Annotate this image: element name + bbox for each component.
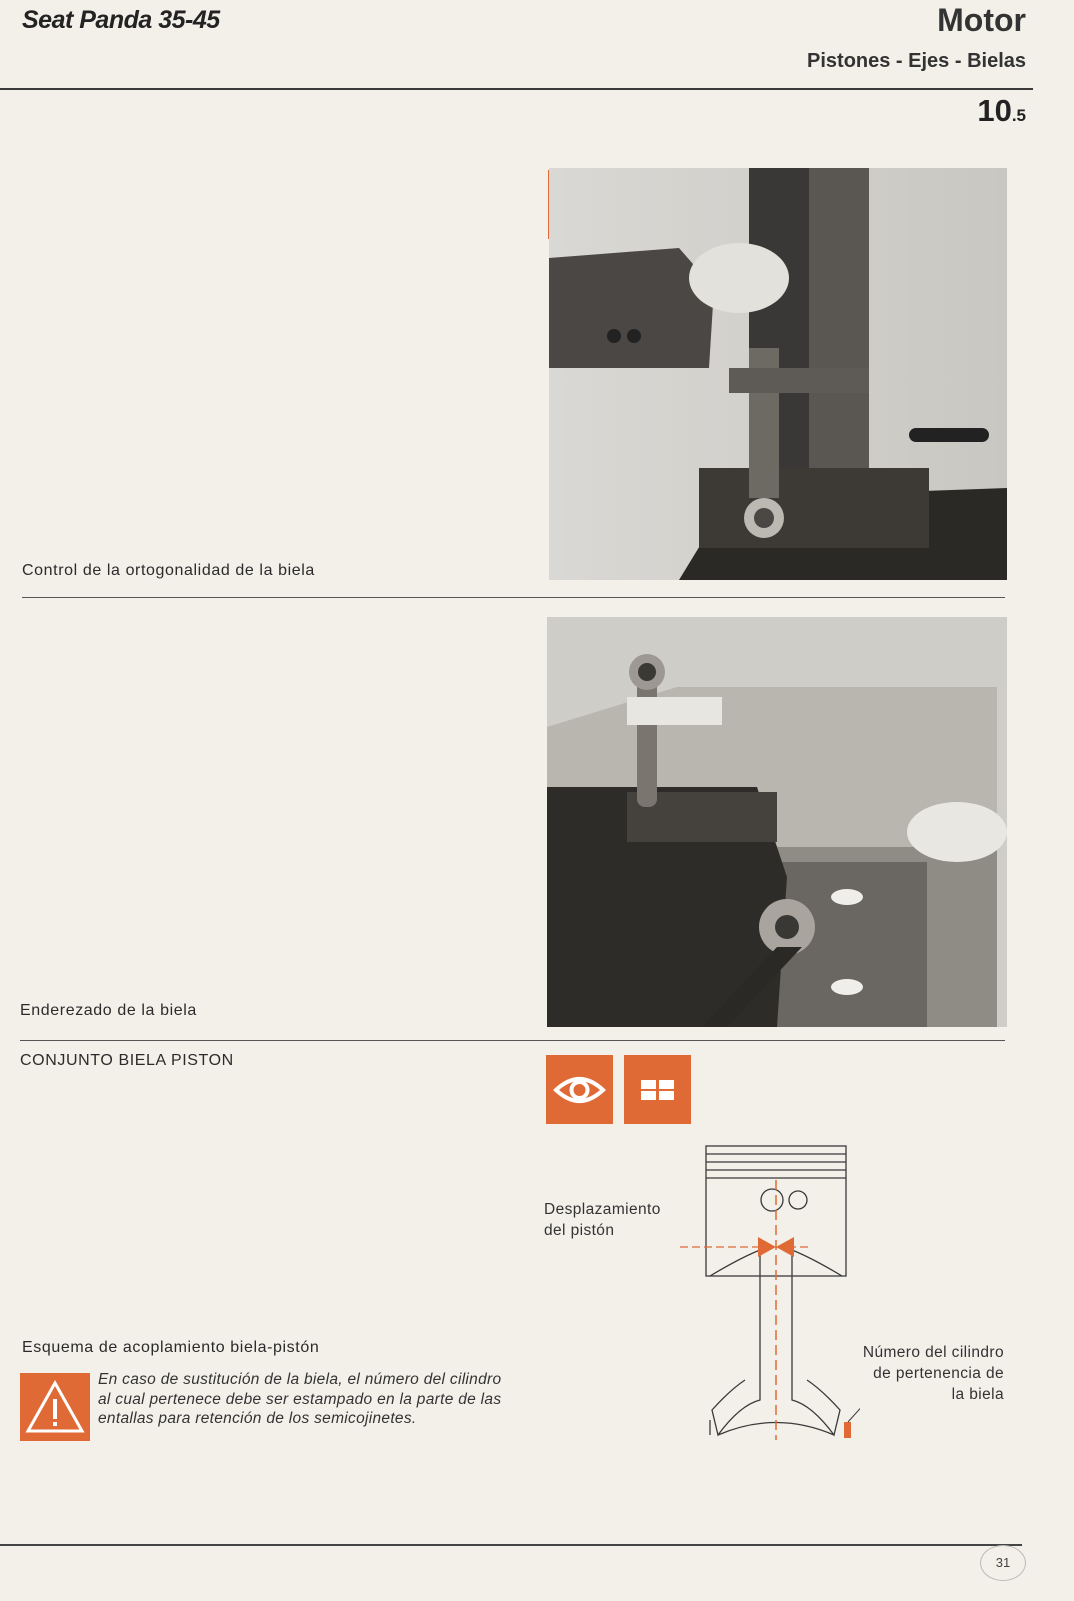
eye-icon xyxy=(546,1055,613,1124)
header-rule xyxy=(0,88,1033,90)
diagram-caption: Esquema de acoplamiento biela-pistón xyxy=(22,1339,320,1356)
photo-straightening xyxy=(547,617,1007,1027)
label-line: la biela xyxy=(951,1386,1004,1403)
chapter-sub: .5 xyxy=(1011,106,1026,125)
divider xyxy=(22,597,1005,598)
piston-rod-diagram xyxy=(680,1140,860,1450)
label-line: de pertenencia de xyxy=(873,1365,1004,1382)
label-cylinder-number xyxy=(863,1342,1004,1405)
label-line: Desplazamiento xyxy=(544,1201,661,1218)
label-line: Número del cilindro xyxy=(862,1344,1004,1361)
page-number: 31 xyxy=(980,1545,1026,1581)
section-title: Motor xyxy=(937,2,1026,38)
footer-rule xyxy=(0,1544,1022,1546)
brand-title: Seat Panda 35-45 xyxy=(22,6,220,34)
warning-text: En caso de sustitución de la biela, el número del cilindro al cual pertenece debe ser estampado en la parte de las entallas para retención de los semicojinetes. xyxy=(98,1371,502,1427)
label-line: del pistón xyxy=(544,1222,615,1239)
divider xyxy=(20,1040,1005,1041)
chapter-main: 10 xyxy=(977,93,1012,128)
section-heading: CONJUNTO BIELA PISTON xyxy=(20,1052,234,1069)
photo-orthogonality-check xyxy=(549,168,1007,580)
figure-caption: Control de la ortogonalidad de la biela xyxy=(22,562,315,579)
cylinder-number-mark xyxy=(844,1422,851,1438)
chapter-number xyxy=(977,93,1026,129)
measure-icon xyxy=(624,1055,691,1124)
warning-icon xyxy=(20,1373,90,1441)
figure-caption: Enderezado de la biela xyxy=(20,1002,197,1019)
label-piston-offset xyxy=(544,1199,661,1241)
subsection-title: Pistones - Ejes - Bielas xyxy=(807,50,1026,72)
